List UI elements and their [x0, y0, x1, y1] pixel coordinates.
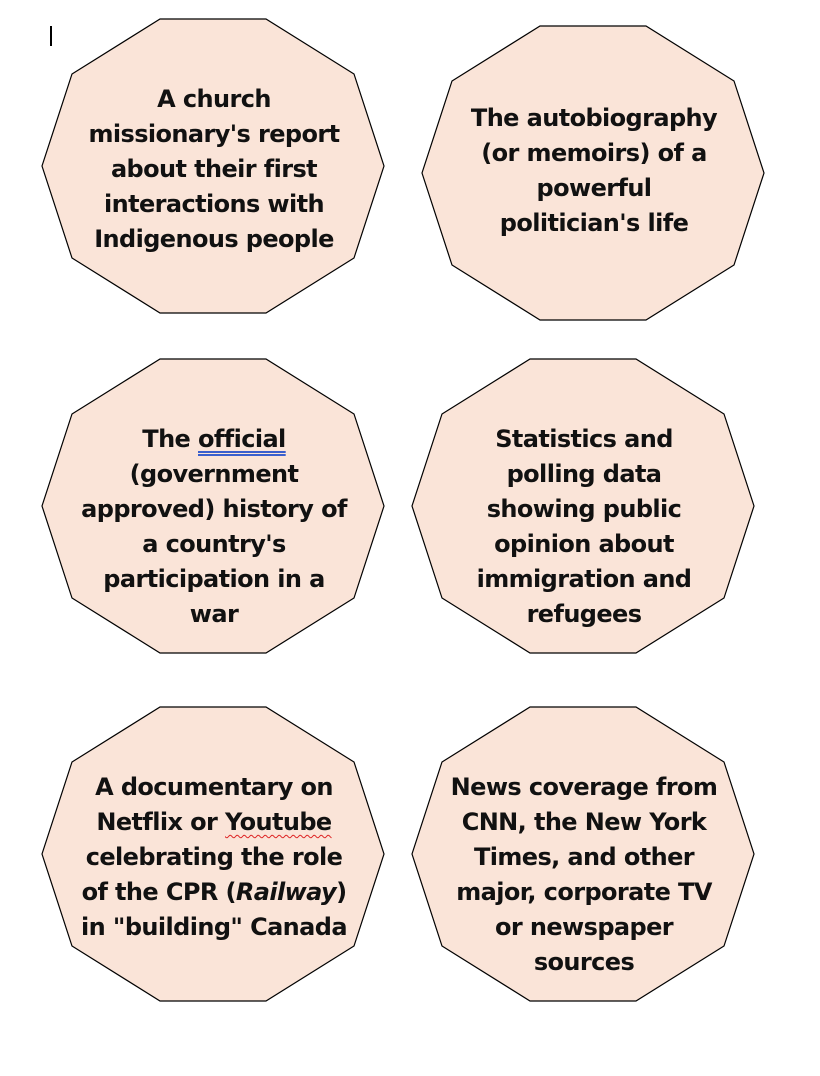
source-card-6 [411, 706, 755, 1002]
card-text [81, 422, 347, 628]
source-card-5 [41, 706, 385, 1002]
card-text-content: News coverage from CNN, the New York Times, and other major, corporate TV or newspaper sources [450, 773, 718, 976]
source-card-1 [41, 18, 385, 314]
card-text-middle: celebrating the role of the CPR ( [81, 843, 343, 906]
card-text [449, 770, 719, 976]
source-card-3 [41, 358, 385, 654]
card-text-content: Statistics and polling data showing public opinion about immigration and refugees [476, 425, 692, 628]
source-card-4 [411, 358, 755, 654]
card-text-after: ) in "building" Canada [81, 878, 347, 941]
card-text [453, 422, 715, 628]
spelling-flagged-word: Youtube [225, 808, 332, 836]
grammar-flagged-word: official [198, 425, 286, 453]
card-text-content: A church missionary's report about their first interactions with Indigenous people [88, 85, 340, 253]
card-text-before: The [142, 425, 198, 453]
card-text-before: A documentary on Netflix or [95, 773, 333, 836]
card-text-after: (government approved) history of a country's participation in a war [81, 460, 347, 628]
card-text [81, 770, 347, 940]
italic-word: Railway [235, 878, 337, 906]
card-text-content: The autobiography (or memoirs) of a powerful politician's life [470, 104, 718, 237]
source-card-2 [421, 25, 765, 321]
card-text [463, 101, 725, 251]
card-text [83, 82, 345, 252]
